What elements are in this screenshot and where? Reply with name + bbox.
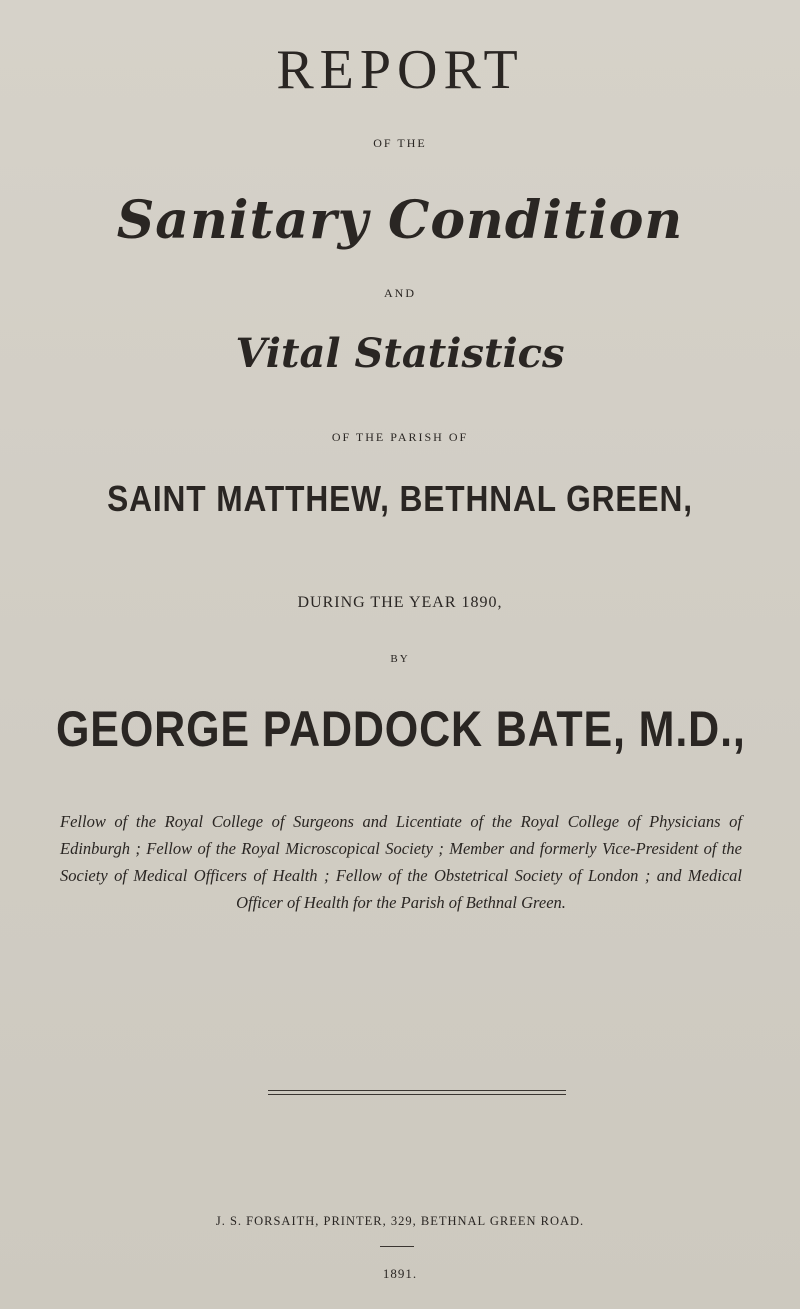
publication-year: 1891. bbox=[382, 1266, 418, 1281]
author-name: GEORGE PADDOCK BATE, M.D., bbox=[56, 701, 746, 757]
report-heading: REPORT bbox=[276, 39, 524, 101]
divider-rule-top bbox=[268, 1090, 566, 1091]
parish-name: SAINT MATTHEW, BETHNAL GREEN, bbox=[107, 478, 693, 519]
by-text: BY bbox=[390, 653, 410, 665]
printer-imprint: J. S. FORSAITH, PRINTER, 329, BETHNAL GREEN ROAD. bbox=[215, 1214, 585, 1228]
sanitary-condition-heading: Sanitary Condition bbox=[116, 190, 684, 251]
divider-rule-bottom bbox=[268, 1094, 566, 1095]
author-credentials: Fellow of the Royal College of Surgeons and Licentiate of the Royal College of Physicians of Edinburgh ; Fellow of the Royal Microscopical Society ; Member and formerly Vice-President of the Society of Medical Officers of Health ; Fellow of the Obstetrical Society of London ; and Medical Officer of Health for the Parish of Bethnal Green. bbox=[60, 812, 742, 912]
of-the-parish-text: OF THE PARISH OF bbox=[331, 430, 469, 444]
short-divider bbox=[380, 1246, 414, 1247]
and-text: AND bbox=[384, 286, 416, 300]
of-the-text: OF THE bbox=[373, 136, 427, 150]
vital-statistics-heading: Vital Statistics bbox=[235, 330, 565, 377]
during-year-text: DURING THE YEAR 1890, bbox=[297, 594, 503, 611]
